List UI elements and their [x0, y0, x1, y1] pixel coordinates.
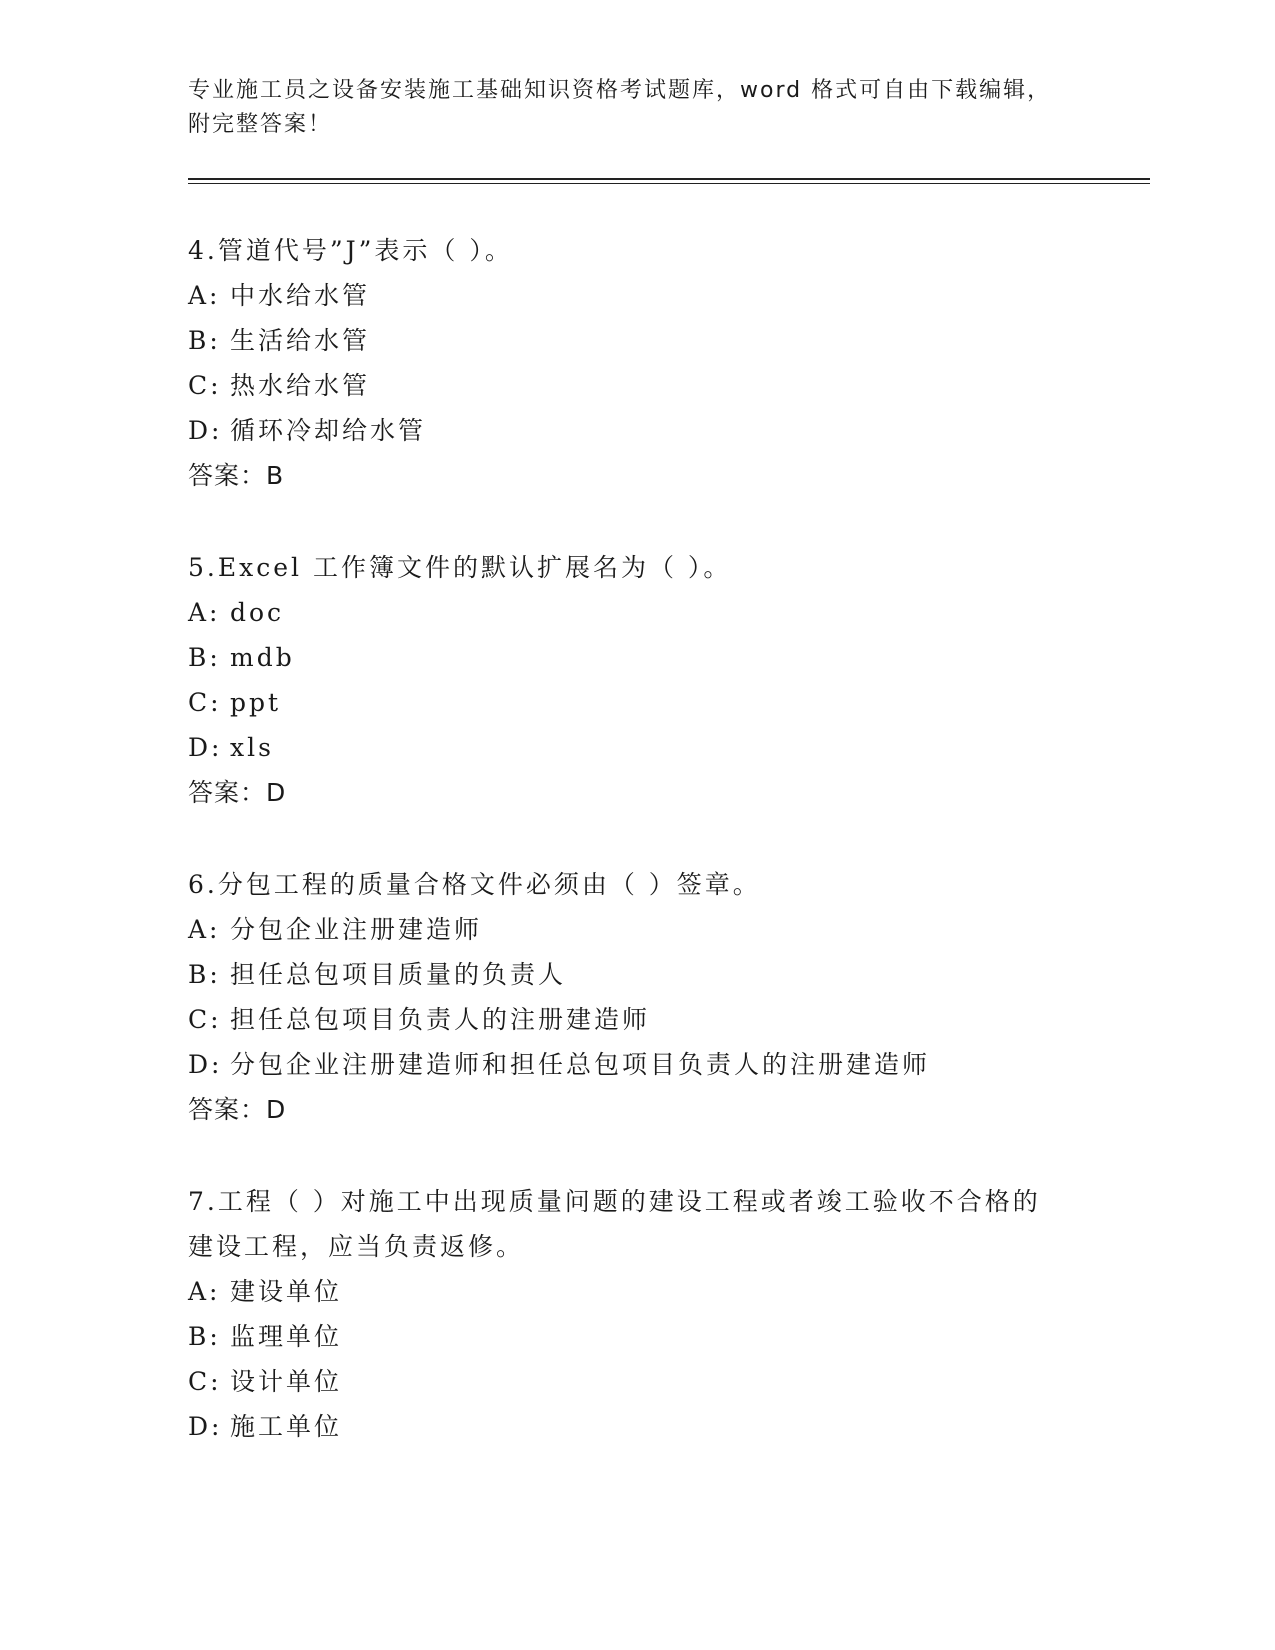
- option-text: 监理单位: [230, 1322, 343, 1351]
- option-text: 分包企业注册建造师和担任总包项目负责人的注册建造师: [230, 1050, 931, 1079]
- option-text: doc: [230, 598, 285, 627]
- option-text: 分包企业注册建造师: [230, 915, 483, 944]
- header-divider-thick: [188, 178, 1150, 180]
- question-4: [188, 228, 1088, 498]
- option-letter: D:: [188, 416, 223, 445]
- option-text: 热水给水管: [230, 371, 371, 400]
- option-letter: C:: [188, 1367, 222, 1396]
- option-letter: C:: [188, 371, 222, 400]
- option-b: [188, 318, 1088, 363]
- option-letter: D:: [188, 733, 223, 762]
- option-letter: B:: [188, 326, 221, 355]
- option-a: [188, 273, 1088, 318]
- answer-line: 答案：B: [188, 461, 285, 490]
- option-d: [188, 725, 1088, 770]
- option-text: mdb: [230, 643, 295, 672]
- question-stem: 4.管道代号”J”表示（ ）。: [188, 236, 513, 265]
- option-text: 担任总包项目质量的负责人: [230, 960, 567, 989]
- option-letter: B:: [188, 960, 221, 989]
- option-letter: D:: [188, 1050, 223, 1079]
- document-header: [188, 74, 1068, 142]
- option-d: [188, 408, 1088, 453]
- option-letter: A:: [188, 598, 221, 627]
- option-letter: C:: [188, 688, 222, 717]
- option-letter: B:: [188, 643, 221, 672]
- question-5: [188, 545, 1088, 815]
- question-7: [188, 1179, 1068, 1449]
- header-line-1: 专业施工员之设备安装施工基础知识资格考试题库，word 格式可自由下载编辑，: [188, 78, 1052, 103]
- option-letter: C:: [188, 1005, 222, 1034]
- option-text: 施工单位: [230, 1412, 343, 1441]
- option-letter: A:: [188, 915, 221, 944]
- option-b: [188, 952, 1088, 997]
- option-a: [188, 907, 1088, 952]
- option-letter: A:: [188, 1277, 221, 1306]
- option-text: 中水给水管: [230, 281, 371, 310]
- option-text: 循环冷却给水管: [230, 416, 427, 445]
- option-text: ppt: [230, 688, 282, 717]
- option-text: 建设单位: [230, 1277, 343, 1306]
- option-letter: A:: [188, 281, 221, 310]
- option-b: [188, 1314, 1068, 1359]
- option-c: [188, 363, 1088, 408]
- question-stem: 6.分包工程的质量合格文件必须由（ ）签章。: [188, 870, 761, 899]
- option-text: 担任总包项目负责人的注册建造师: [230, 1005, 651, 1034]
- option-text: 设计单位: [230, 1367, 343, 1396]
- header-divider-thin: [188, 183, 1150, 184]
- option-c: [188, 997, 1088, 1042]
- option-letter: B:: [188, 1322, 221, 1351]
- header-line-2: 附完整答案！: [188, 112, 333, 137]
- option-letter: D:: [188, 1412, 223, 1441]
- option-text: xls: [230, 733, 274, 762]
- option-a: [188, 590, 1088, 635]
- option-d: [188, 1042, 1088, 1087]
- question-6: [188, 862, 1088, 1132]
- question-stem: 7.工程（ ）对施工中出现质量问题的建设工程或者竣工验收不合格的建设工程，应当负责返修。: [188, 1187, 1041, 1261]
- question-stem: 5.Excel 工作簿文件的默认扩展名为（ ）。: [188, 553, 732, 582]
- option-d: [188, 1404, 1068, 1449]
- option-b: [188, 635, 1088, 680]
- option-c: [188, 680, 1088, 725]
- answer-line: 答案：D: [188, 1095, 287, 1124]
- option-text: 生活给水管: [230, 326, 371, 355]
- option-c: [188, 1359, 1068, 1404]
- answer-line: 答案：D: [188, 778, 287, 807]
- option-a: [188, 1269, 1068, 1314]
